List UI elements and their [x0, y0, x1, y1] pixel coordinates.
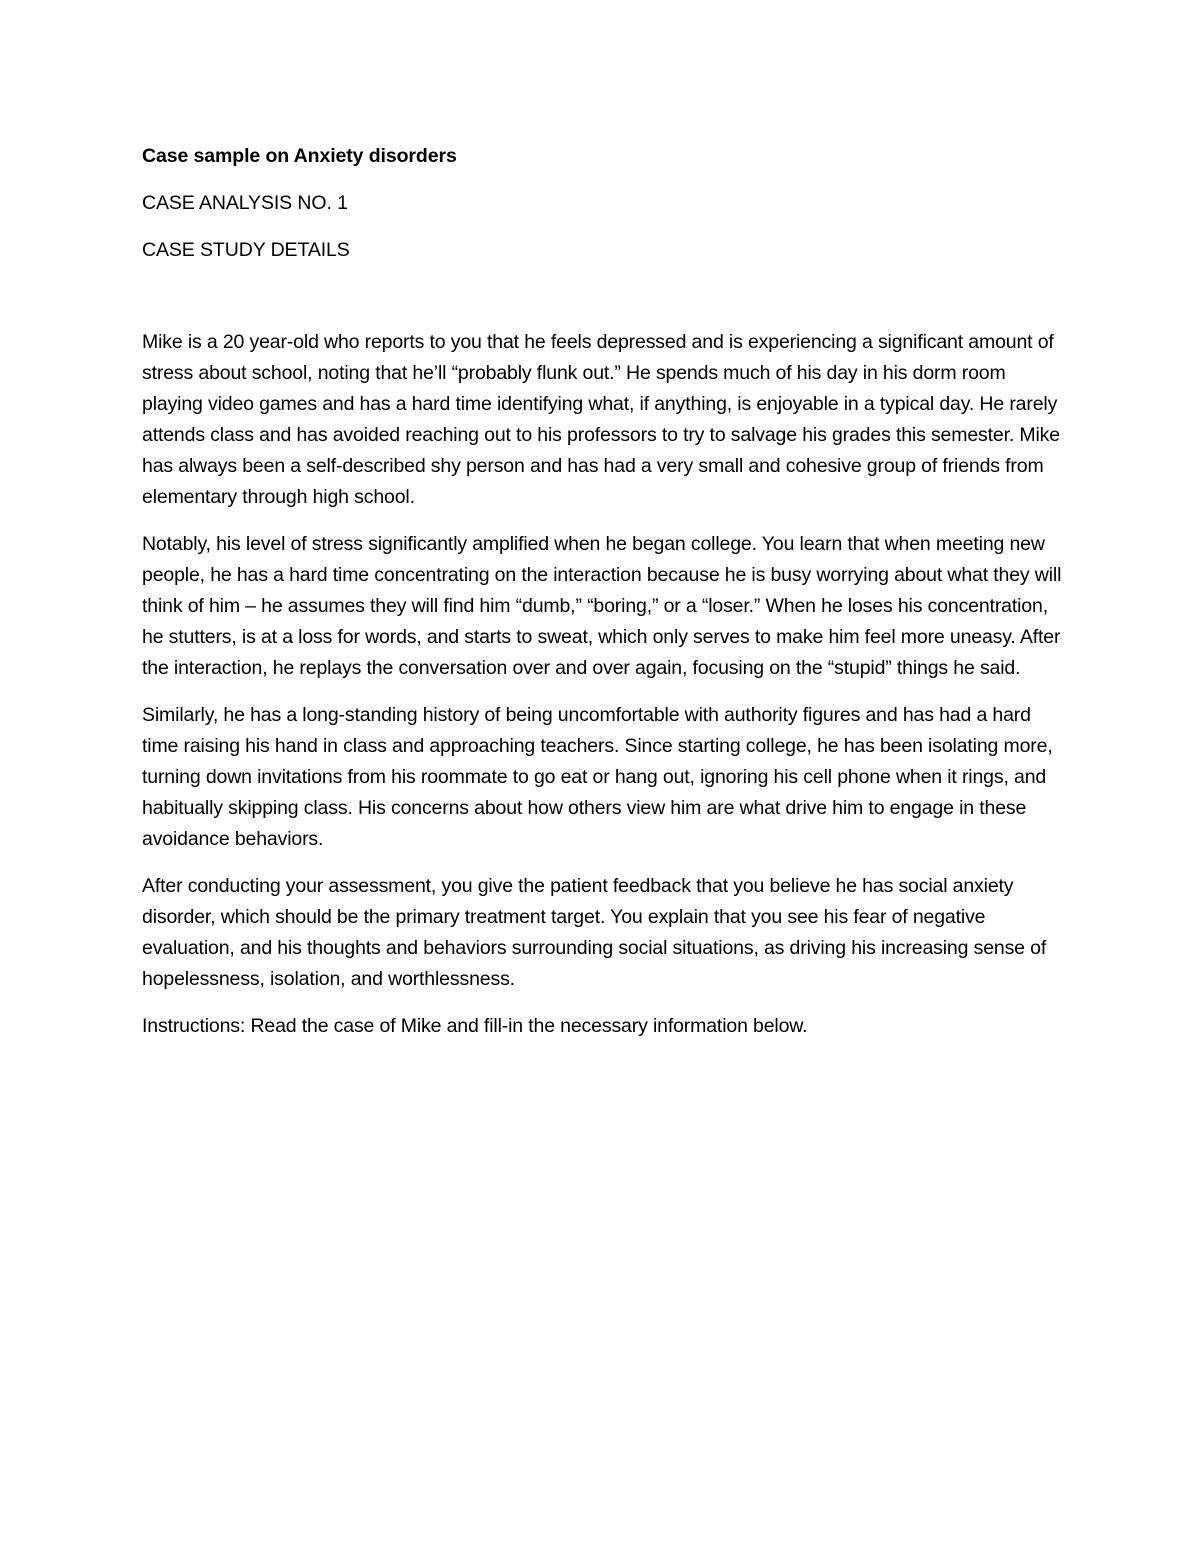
section-label: CASE STUDY DETAILS [142, 239, 350, 261]
blank-line [142, 282, 1062, 327]
case-number-heading: CASE ANALYSIS NO. 1 [142, 192, 348, 214]
paragraph-history: Similarly, he has a long-standing history of being uncomfortable with authority figures and has had a hard time raising his hand in class and approaching teachers. Since starting college, he has been isolating more, turning down invitations from his roommate to go eat or hang out, ignoring his cell phone when it rings, and habitually skipping class. His concerns about how others view him are what drive him to engage in these avoidance behaviors. [142, 704, 1053, 850]
document-body [142, 141, 1062, 1058]
paragraph-case-intro: Mike is a 20 year-old who reports to you that he feels depressed and is experiencing a significant amount of stress about school, noting that he’ll “probably flunk out.” He spends much of his day in his dorm room playing video games and has a hard time identifying what, if anything, is enjoyable in a typical day. He rarely attends class and has avoided reaching out to his professors to try to salvage his grades this semester. Mike has always been a self-described shy person and has had a very small and cohesive group of friends from elementary through high school. [142, 331, 1060, 508]
paragraph-instructions: Instructions: Read the case of Mike and fill-in the necessary information below. [142, 1015, 808, 1037]
paragraph-assessment: After conducting your assessment, you give the patient feedback that you believe he has social anxiety disorder, which should be the primary treatment target. You explain that you see his fear of negative evaluation, and his thoughts and behaviors surrounding social situations, as driving his increasing sense of hopelessness, isolation, and worthlessness. [142, 875, 1047, 990]
paragraph-stress-details: Notably, his level of stress significantly amplified when he began college. You learn that when meeting new people, he has a hard time concentrating on the interaction because he is busy worrying about what they will think of him – he assumes they will find him “dumb,” “boring,” or a “loser.” When he loses his concentration, he stutters, is at a loss for words, and starts to sweat, which only serves to make him feel more uneasy. After the interaction, he replays the conversation over and over again, focusing on the “stupid” things he said. [142, 533, 1062, 679]
document-title: Case sample on Anxiety disorders [142, 145, 457, 167]
